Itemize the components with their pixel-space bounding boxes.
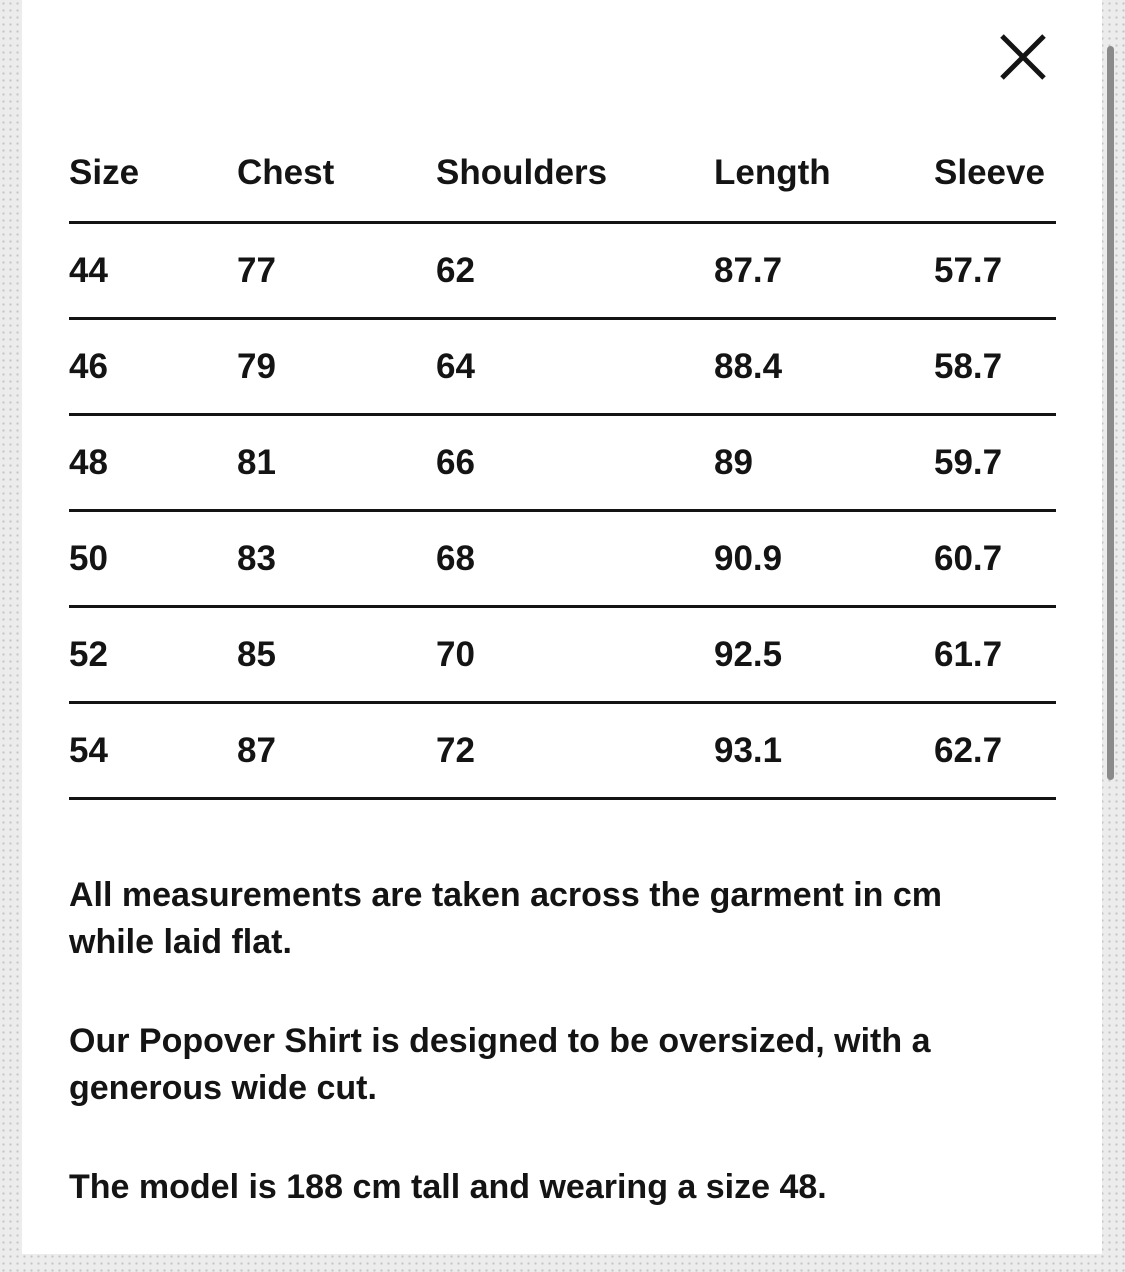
length-cell: 89 [714, 442, 753, 482]
length-cell: 93.1 [714, 730, 783, 770]
table-row [69, 318, 1056, 414]
chest-cell: 77 [237, 250, 276, 290]
header-sleeve: Sleeve [934, 152, 1045, 192]
sleeve-cell: 60.7 [934, 538, 1003, 578]
chest-cell: 81 [237, 442, 276, 482]
shoulders-cell: 68 [436, 538, 475, 578]
length-cell: 92.5 [714, 634, 783, 674]
chest-cell: 87 [237, 730, 276, 770]
size-cell: 54 [69, 730, 108, 770]
shoulders-cell: 64 [436, 346, 475, 386]
size-guide-modal [22, 0, 1102, 1254]
sleeve-cell: 59.7 [934, 442, 1003, 482]
size-cell: 48 [69, 442, 108, 482]
sleeve-cell: 62.7 [934, 730, 1003, 770]
header-shoulders: Shoulders [436, 152, 608, 192]
size-cell: 50 [69, 538, 108, 578]
close-icon [996, 30, 1050, 84]
size-cell: 44 [69, 250, 108, 290]
shoulders-cell: 72 [436, 730, 475, 770]
table-row [69, 510, 1056, 606]
table-row [69, 222, 1056, 318]
size-cell: 52 [69, 634, 108, 674]
header-length: Length [714, 152, 831, 192]
shoulders-cell: 62 [436, 250, 475, 290]
size-cell: 46 [69, 346, 108, 386]
sleeve-cell: 61.7 [934, 634, 1003, 674]
size-chart-table [69, 128, 1056, 800]
length-cell: 88.4 [714, 346, 783, 386]
sleeve-cell: 57.7 [934, 250, 1003, 290]
close-button[interactable] [996, 30, 1050, 84]
fit-note: Our Popover Shirt is designed to be oversized, with a generous wide cut. [69, 1022, 931, 1107]
table-row [69, 702, 1056, 798]
table-row [69, 414, 1056, 510]
shoulders-cell: 70 [436, 634, 475, 674]
header-chest: Chest [237, 152, 335, 192]
chest-cell: 85 [237, 634, 276, 674]
scrollbar-thumb[interactable] [1107, 46, 1114, 780]
measurement-note: All measurements are taken across the garment in cm while laid flat. [69, 876, 943, 961]
chest-cell: 79 [237, 346, 276, 386]
chest-cell: 83 [237, 538, 276, 578]
shoulders-cell: 66 [436, 442, 475, 482]
table-header-row [69, 128, 1056, 222]
table-row [69, 606, 1056, 702]
length-cell: 87.7 [714, 250, 783, 290]
model-note: The model is 188 cm tall and wearing a size 48. [69, 1168, 827, 1206]
sleeve-cell: 58.7 [934, 346, 1003, 386]
header-size: Size [69, 152, 140, 192]
size-notes [69, 872, 1029, 1211]
length-cell: 90.9 [714, 538, 783, 578]
